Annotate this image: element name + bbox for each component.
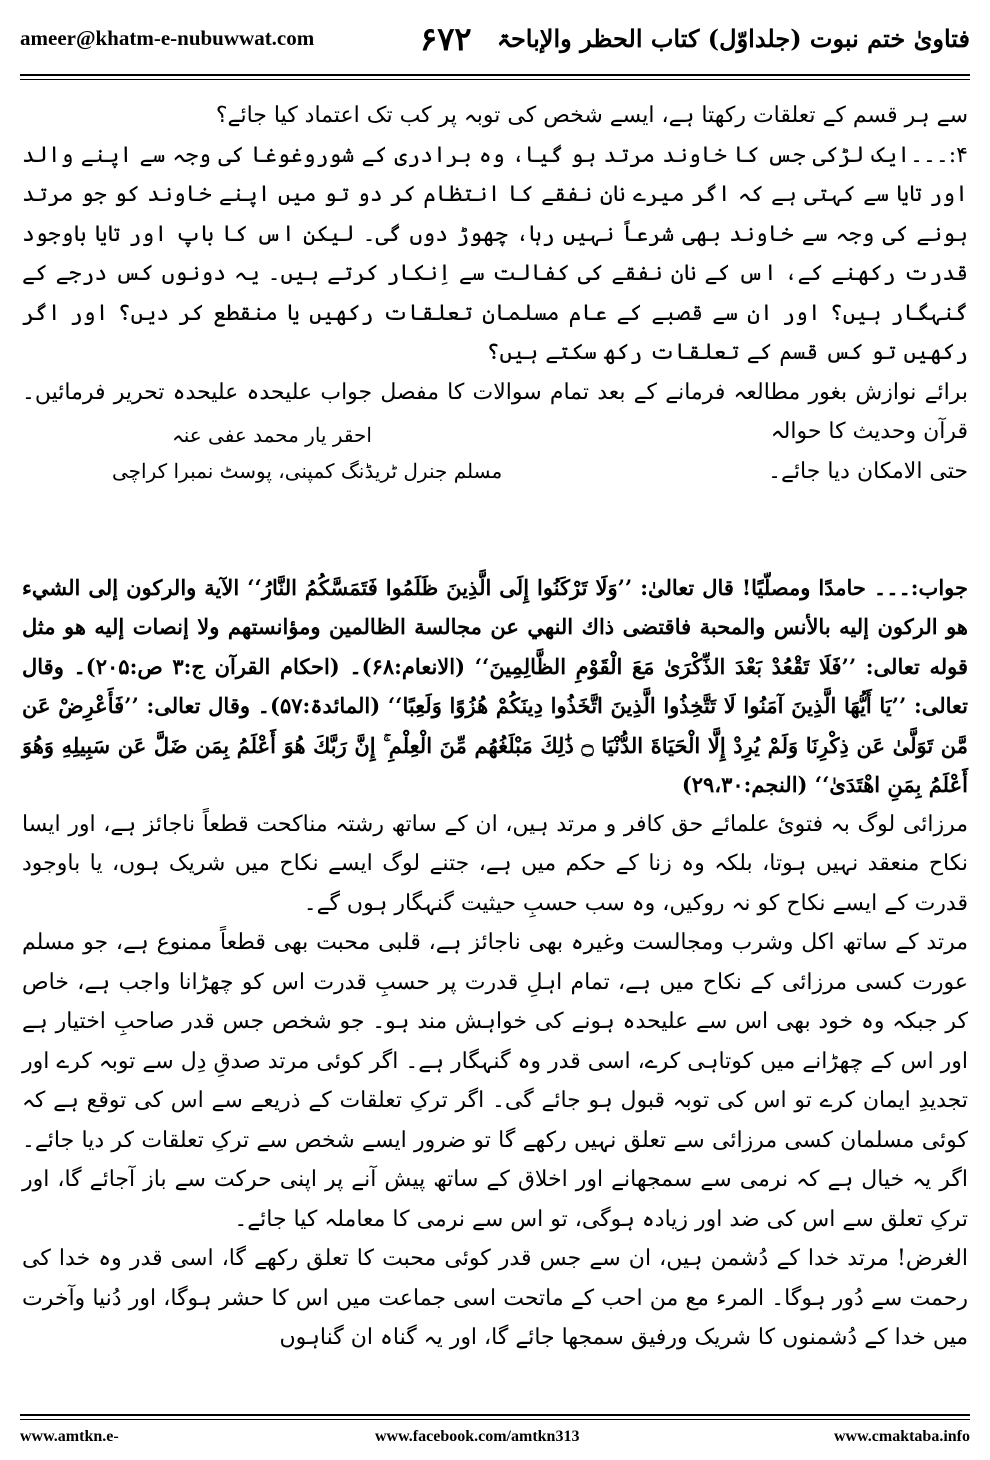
- footer-link-center[interactable]: www.facebook.com/amtkn313: [375, 1428, 580, 1445]
- answer-paragraph-2: مرتد کے ساتھ اکل وشرب ومجالست وغیرہ بھی ناجائز ہے، قلبی محبت بھی قطعاً ممنوع ہے، جو مسلم عورت کسی مرزائی کے نکاح میں ہے، تمام اہلِ قدرت پر حسبِ قدرت اس کو چھڑانا واجب ہے، خاص کر جبکہ وہ خود بھی اس سے علیحدہ ہونے کی خواہش مند ہو۔ جو شخص جس قدر صاحبِ اختیار ہے اور اس کے چھڑانے میں کوتاہی کرے، اسی قدر وہ گنہگار ہے۔ اگر کوئی مرتد صدقِ دِل سے توبہ کرے اور تجدیدِ ایمان کرے تو اس کی توبہ قبول ہو جائے گی۔ اگر ترکِ تعلقات کے ذریعے سے اس کی توقع ہے کہ کوئی مسلمان کسی مرزائی سے تعلق نہیں رکھے گا تو ضرور ایسے شخص سے ترکِ تعلقات کر دیا جائے۔ اگر یہ خیال ہے کہ نرمی سے سمجھانے اور اخلاق کے ساتھ پیش آنے پر اپنی حرکت سے باز آجائے گا، اور ترکِ تعلق سے اس کی ضد اور زیادہ ہوگی، تو اس سے نرمی کا معاملہ کیا جائے۔: [22, 930, 968, 1232]
- footer-link-left[interactable]: www.amtkn.e-: [20, 1428, 119, 1445]
- question-request-end: حتی الامکان دیا جائے۔: [768, 458, 968, 484]
- header-email: ameer@khatm-e-nubuwwat.com: [20, 26, 315, 50]
- book-title: فتاویٰ ختم نبوت (جلداوّل) کتاب الحظر والإباحۃ: [496, 24, 970, 53]
- page-body: [22, 96, 968, 1358]
- answer-paragraph-1: مرزائی لوگ بہ فتویٔ علمائے حق کافر و مرتد ہیں، ان کے ساتھ رشتہ مناکحت قطعاً ناجائز ہے، اور ایسا نکاح منعقد نہیں ہوتا، بلکہ وہ زنا کے حکم میں ہے، جتنے لوگ ایسے نکاح میں شریک ہوں، یا باوجود قدرت کے ایسے نکاح کو نہ روکیں، وہ سب حسبِ حیثیت گنہگار ہوں گے۔: [22, 811, 968, 916]
- footer-link-right[interactable]: www.cmaktaba.info: [833, 1428, 970, 1445]
- answer-opening: [22, 568, 968, 805]
- footer-rule-thin: [20, 1419, 970, 1420]
- signatory-address: مسلم جنرل ٹریڈنگ کمپنی، پوسٹ نمبرا کراچی: [112, 458, 503, 483]
- signatory-name: احقر یار محمد عفی عنہ: [172, 422, 372, 447]
- answer-label: جواب:۔۔۔: [873, 574, 968, 600]
- page-header: [20, 20, 970, 70]
- question-request: برائے نوازش بغور مطالعہ فرمانے کے بعد تمام سوالات کا مفصل جواب علیحدہ علیحدہ تحریر فرمائیں۔ قرآن وحدیث کا حوالہ: [22, 379, 968, 444]
- answer-arabic-text: حامدًا ومصلّیًا! قال تعالیٰ: ’’وَلَا تَرْكَنُوا إِلَى الَّذِينَ ظَلَمُوا فَتَمَسَّكُمُ النَّارُ‘‘ الآية والركون إلى الشيء هو الركون إليه بالأنس والمحبة فاقتضى ذاك النهي عن مجالسة الظالمين ومؤانستهم ولا إنصات إليه هو مثل قوله تعالى: ’’فَلَا تَقْعُدْ بَعْدَ الذِّكْرَىٰ مَعَ الْقَوْمِ الظَّالِمِينَ‘‘ (الانعام:۶۸)۔ (احکام القرآن ج:۳ ص:۲۰۵)۔ وقال تعالى: ’’يَا أَيُّهَا الَّذِينَ آمَنُوا لَا تَتَّخِذُوا الَّذِينَ اتَّخَذُوا دِينَكُمْ هُزُوًا وَلَعِبًا‘‘ (المائدۃ:۵۷)۔ وقال تعالى: ’’فَأَعْرِضْ عَن مَّن تَوَلَّىٰ عَن ذِكْرِنَا وَلَمْ يُرِدْ إِلَّا الْحَيَاةَ الدُّنْيَا ۝ ذَٰلِكَ مَبْلَغُهُم مِّنَ الْعِلْمِ ۚ إِنَّ رَبَّكَ هُوَ أَعْلَمُ بِمَن ضَلَّ عَن سَبِيلِهِ وَهُوَ أَعْلَمُ بِمَنِ اهْتَدَىٰ‘‘ (النجم:۲۹،۳۰): [22, 574, 969, 797]
- answer-paragraph-3: الغرض! مرتد خدا کے دُشمن ہیں، ان سے جس قدر کوئی محبت کا تعلق رکھے گا، اسی قدر وہ خدا کی رحمت سے دُور ہوگا۔ المرء مع من احب کے ماتحت اسی جماعت میں اس کا حشر ہوگا، اور دُنیا وآخرت میں خدا کے دُشمنوں کا شریک ورفیق سمجھا جائے گا، اور یہ گناہ ان گناہوں: [22, 1246, 968, 1350]
- question-continued: سے ہر قسم کے تعلقات رکھتا ہے، ایسے شخص کی توبہ پر کب تک اعتماد کیا جائے؟: [215, 103, 968, 128]
- signature-block: [22, 422, 968, 568]
- page-footer: [20, 1428, 970, 1452]
- footer-rule: [20, 1414, 970, 1416]
- header-rule: [20, 74, 970, 76]
- header-rule-thin: [20, 79, 970, 80]
- page-number: ۶۷۲: [420, 20, 472, 58]
- question-4: ۴:۔۔۔ایک لڑکی جس کا خاوند مرتد ہو گیا، وہ برادری کے شوروغوغا کی وجہ سے اپنے والد اور تایا سے کہتی ہے کہ اگر میرے نان نفقے کا انتظام کر دو تو میں اپنے خاوند کو جو مرتد ہونے کی وجہ سے خاوند بھی شرعاً نہیں رہا، چھوڑ دوں گی۔ لیکن اس کا باپ اور تایا باوجود قدرت رکھنے کے، اس کے نان نفقے کی کفالت سے اِنکار کرتے ہیں۔ یہ دونوں کس درجے کے گنہگار ہیں؟ اور ان سے قصبے کے عام مسلمان تعلقات رکھیں یا منقطع کر دیں؟ اور اگر رکھیں تو کس قسم کے تعلقات رکھ سکتے ہیں؟: [22, 142, 968, 365]
